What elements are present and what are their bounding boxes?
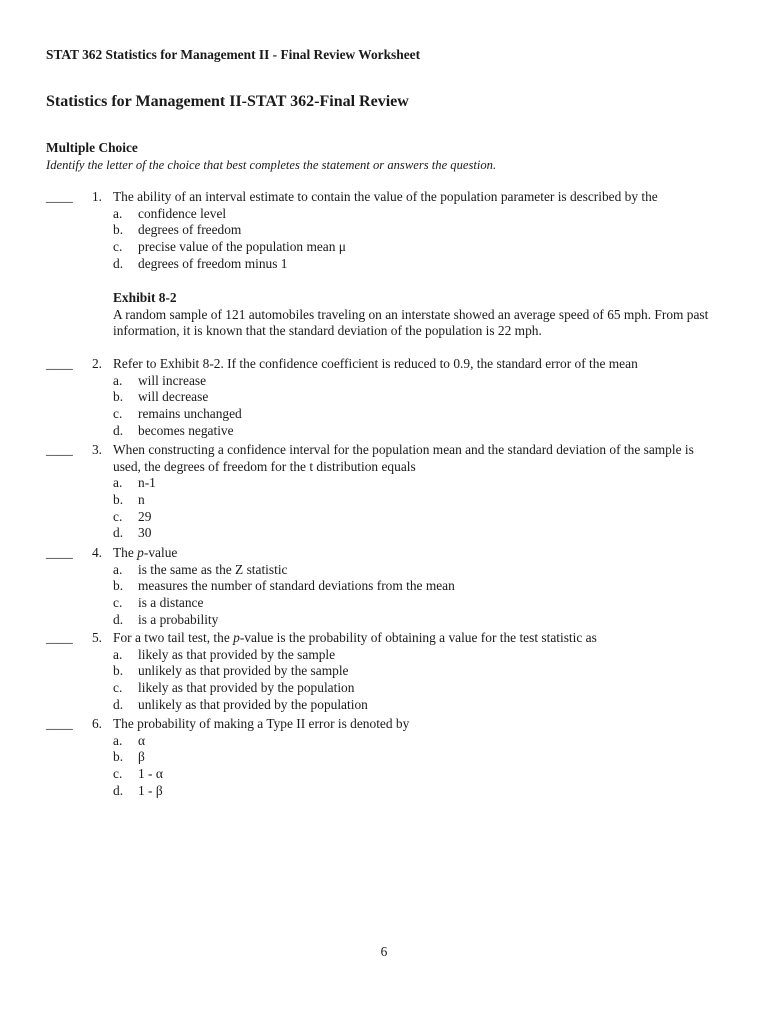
choice-letter: a. <box>113 205 123 221</box>
question-text: Refer to Exhibit 8-2. If the confidence coefficient is reduced to 0.9, the standard error of the mean <box>113 356 638 371</box>
question-text: When constructing a confidence interval for the population mean and the standard deviation of the sample is used, the degrees of freedom for the t distribution equals <box>113 442 694 474</box>
exhibit-8-2 <box>113 290 718 340</box>
choice-text: β <box>138 749 145 765</box>
question-text <box>113 630 718 647</box>
choice-text: is a probability <box>138 611 219 627</box>
choice-letter: d. <box>113 525 124 541</box>
choice-text: 1 - α <box>138 766 163 782</box>
choice-text: will increase <box>138 372 207 388</box>
answer-blank: ____ <box>46 630 73 645</box>
choice-text: unlikely as that provided by the sample <box>138 663 349 679</box>
choice-text: 29 <box>138 508 152 524</box>
choice-text: remains unchanged <box>138 406 242 422</box>
choice-text: 30 <box>138 525 152 541</box>
choice-text: measures the number of standard deviations from the mean <box>138 578 455 594</box>
choice-letter: a. <box>113 372 123 388</box>
answer-blank: ____ <box>46 189 73 204</box>
choice-letter: d. <box>113 696 124 712</box>
exhibit-title: Exhibit 8-2 <box>113 290 177 305</box>
answer-blank: ____ <box>46 716 73 731</box>
choice-text: becomes negative <box>138 422 234 438</box>
choice-letter: b. <box>113 663 124 679</box>
question-text-italic: p <box>233 630 240 645</box>
choice-letter: a. <box>113 646 123 662</box>
question-number: 6. <box>91 716 102 731</box>
choice-letter: b. <box>113 749 124 765</box>
question-text-part: For a two tail test, the <box>113 630 234 645</box>
question-text <box>113 545 718 562</box>
choice-text: precise value of the population mean μ <box>138 239 346 255</box>
section-instructions: Identify the letter of the choice that best completes the statement or answers the question. <box>46 158 497 172</box>
choice-letter: b. <box>113 389 124 405</box>
choice-text: n-1 <box>138 475 156 491</box>
choice-text: 1 - β <box>138 782 163 798</box>
answer-blank: ____ <box>46 442 73 457</box>
choice-letter: b. <box>113 578 124 594</box>
choice-letter: a. <box>113 732 123 748</box>
question-number: 3. <box>91 442 102 457</box>
question-text-part: -value is the probability of obtaining a value for the test statistic as <box>239 630 597 645</box>
choice-letter: c. <box>113 406 123 422</box>
question-text: The ability of an interval estimate to contain the value of the population parameter is described by the <box>113 189 658 204</box>
answer-blank: ____ <box>46 545 73 560</box>
question-text: The probability of making a Type II error is denoted by <box>113 716 410 731</box>
choice-text: degrees of freedom <box>138 222 242 238</box>
question-number: 5. <box>91 630 102 645</box>
choice-letter: d. <box>113 255 124 271</box>
choice-letter: a. <box>113 561 123 577</box>
choice-letter: d. <box>113 422 124 438</box>
choice-text: is a distance <box>138 595 204 611</box>
choice-letter: d. <box>113 611 124 627</box>
choice-letter: c. <box>113 595 123 611</box>
exhibit-text: A random sample of 121 automobiles traveling on an interstate showed an average speed of 65 mph. From past information, it is known that the standard deviation of the population is 22 mph. <box>113 306 709 339</box>
choice-letter: c. <box>113 508 123 524</box>
question-text-part: The <box>113 545 138 560</box>
question-number: 2. <box>91 356 102 371</box>
answer-blank: ____ <box>46 356 73 371</box>
choice-letter: b. <box>113 492 124 508</box>
question-number: 1. <box>91 189 102 204</box>
choice-text: likely as that provided by the sample <box>138 646 336 662</box>
choice-letter: c. <box>113 680 123 696</box>
choice-letter: c. <box>113 239 123 255</box>
choice-text: unlikely as that provided by the population <box>138 696 368 712</box>
choice-letter: d. <box>113 782 124 798</box>
choice-text: likely as that provided by the population <box>138 680 355 696</box>
document-title: Statistics for Management II-STAT 362-Final Review <box>46 93 409 110</box>
page-number: 6 <box>380 944 388 959</box>
section-heading: Multiple Choice <box>46 140 138 155</box>
question-number: 4. <box>91 545 102 560</box>
choice-text: degrees of freedom minus 1 <box>138 255 288 271</box>
choice-letter: b. <box>113 222 124 238</box>
choice-text: will decrease <box>138 389 209 405</box>
question-text-part: -value <box>143 545 178 560</box>
question-text-italic: p <box>137 545 144 560</box>
choice-text: is the same as the Z statistic <box>138 561 288 577</box>
choice-text: α <box>138 732 146 748</box>
choice-text: n <box>138 492 145 508</box>
document-header: STAT 362 Statistics for Management II - Final Review Worksheet <box>46 47 421 62</box>
choice-text: confidence level <box>138 205 227 221</box>
choice-letter: c. <box>113 766 123 782</box>
choice-letter: a. <box>113 475 123 491</box>
